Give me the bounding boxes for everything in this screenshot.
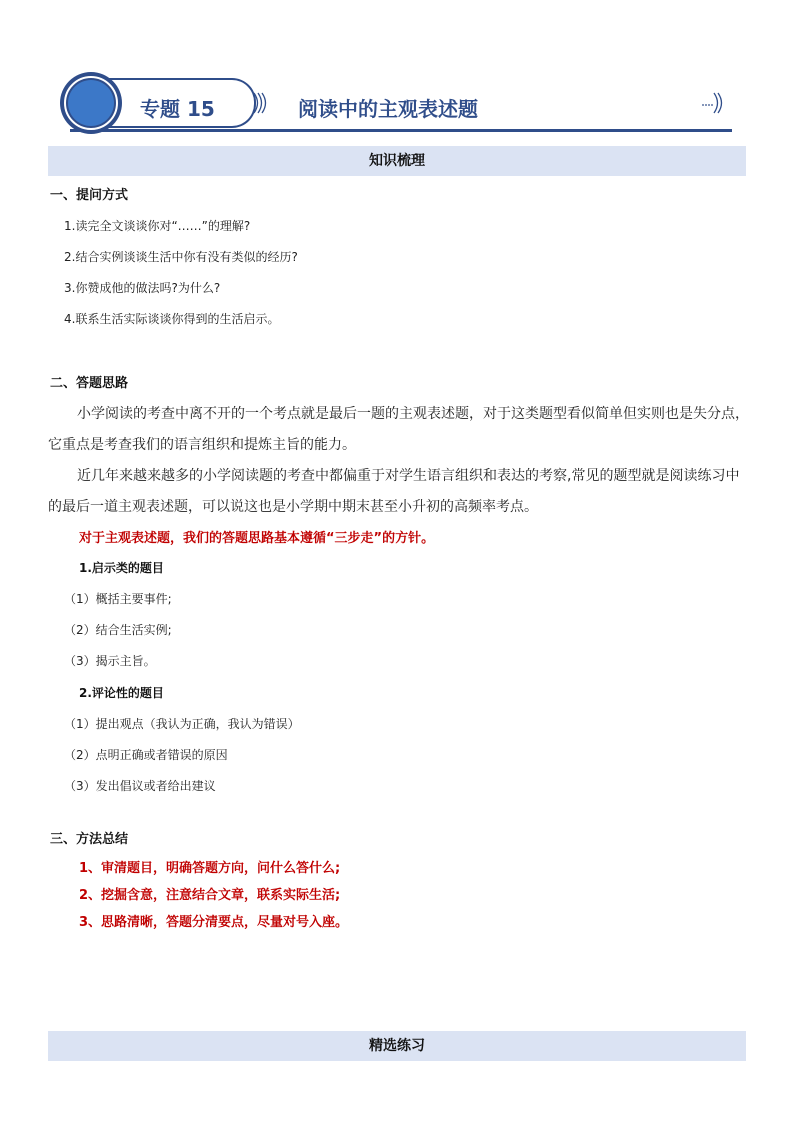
paragraph-line: 的最后一道主观表述题，可以说这也是小学期中期末甚至小升初的高频率考点。 (48, 499, 538, 515)
step-item: （1）提出观点（我认为正确，我认为错误） (64, 717, 300, 731)
section-bar-practice: 精选练习 (48, 1031, 746, 1061)
heading-question-forms: 一、提问方式 (50, 188, 129, 203)
highlight-note: 对于主观表述题，我们的答题思路基本遵循“三步走”的方针。 (79, 531, 435, 546)
header-rule (70, 129, 732, 132)
paragraph-line: 小学阅读的考查中离不开的一个考点就是最后一题的主观表述题，对于这类题型看似简单但实则也是失分点， (77, 406, 749, 422)
paragraph-line: 近几年来越来越多的小学阅读题的考查中都偏重于对学生语言组织和表达的考察,常见的题型就是阅读练习中 (77, 468, 740, 484)
summary-item: 2、挖掘含意，注意结合文章，联系实际生活; (79, 888, 341, 903)
section-bar-knowledge: 知识梳理 (48, 146, 746, 176)
subheading-commentary: 2.评论性的题目 (79, 686, 164, 700)
question-form-item: 4.联系生活实际谈谈你得到的生活启示。 (64, 312, 280, 326)
dots-arcs-decoration-icon (700, 90, 726, 116)
step-item: （1）概括主要事件; (64, 592, 172, 606)
step-item: （3）揭示主旨。 (64, 654, 156, 668)
page-title: 阅读中的主观表述题 (298, 97, 478, 121)
question-form-item: 3.你赞成他的做法吗?为什么? (64, 281, 221, 295)
arcs-decoration-icon (250, 90, 270, 116)
question-form-item: 1.读完全文谈谈你对“……”的理解? (64, 219, 251, 233)
summary-item: 3、思路清晰，答题分清要点，尽量对号入座。 (79, 915, 349, 930)
question-form-item: 2.结合实例谈谈生活中你有没有类似的经历? (64, 250, 298, 264)
heading-answer-approach: 二、答题思路 (50, 376, 129, 391)
summary-item: 1、审清题目，明确答题方向，问什么答什么; (79, 861, 341, 876)
heading-method-summary: 三、方法总结 (50, 832, 129, 847)
step-item: （3）发出倡议或者给出建议 (64, 779, 216, 793)
subheading-inspiration: 1.启示类的题目 (79, 561, 164, 575)
topic-label: 专题 15 (140, 97, 215, 121)
header-badge-core (68, 80, 114, 126)
paragraph-line: 它重点是考查我们的语言组织和提炼主旨的能力。 (48, 437, 356, 453)
step-item: （2）结合生活实例; (64, 623, 172, 637)
step-item: （2）点明正确或者错误的原因 (64, 748, 228, 762)
